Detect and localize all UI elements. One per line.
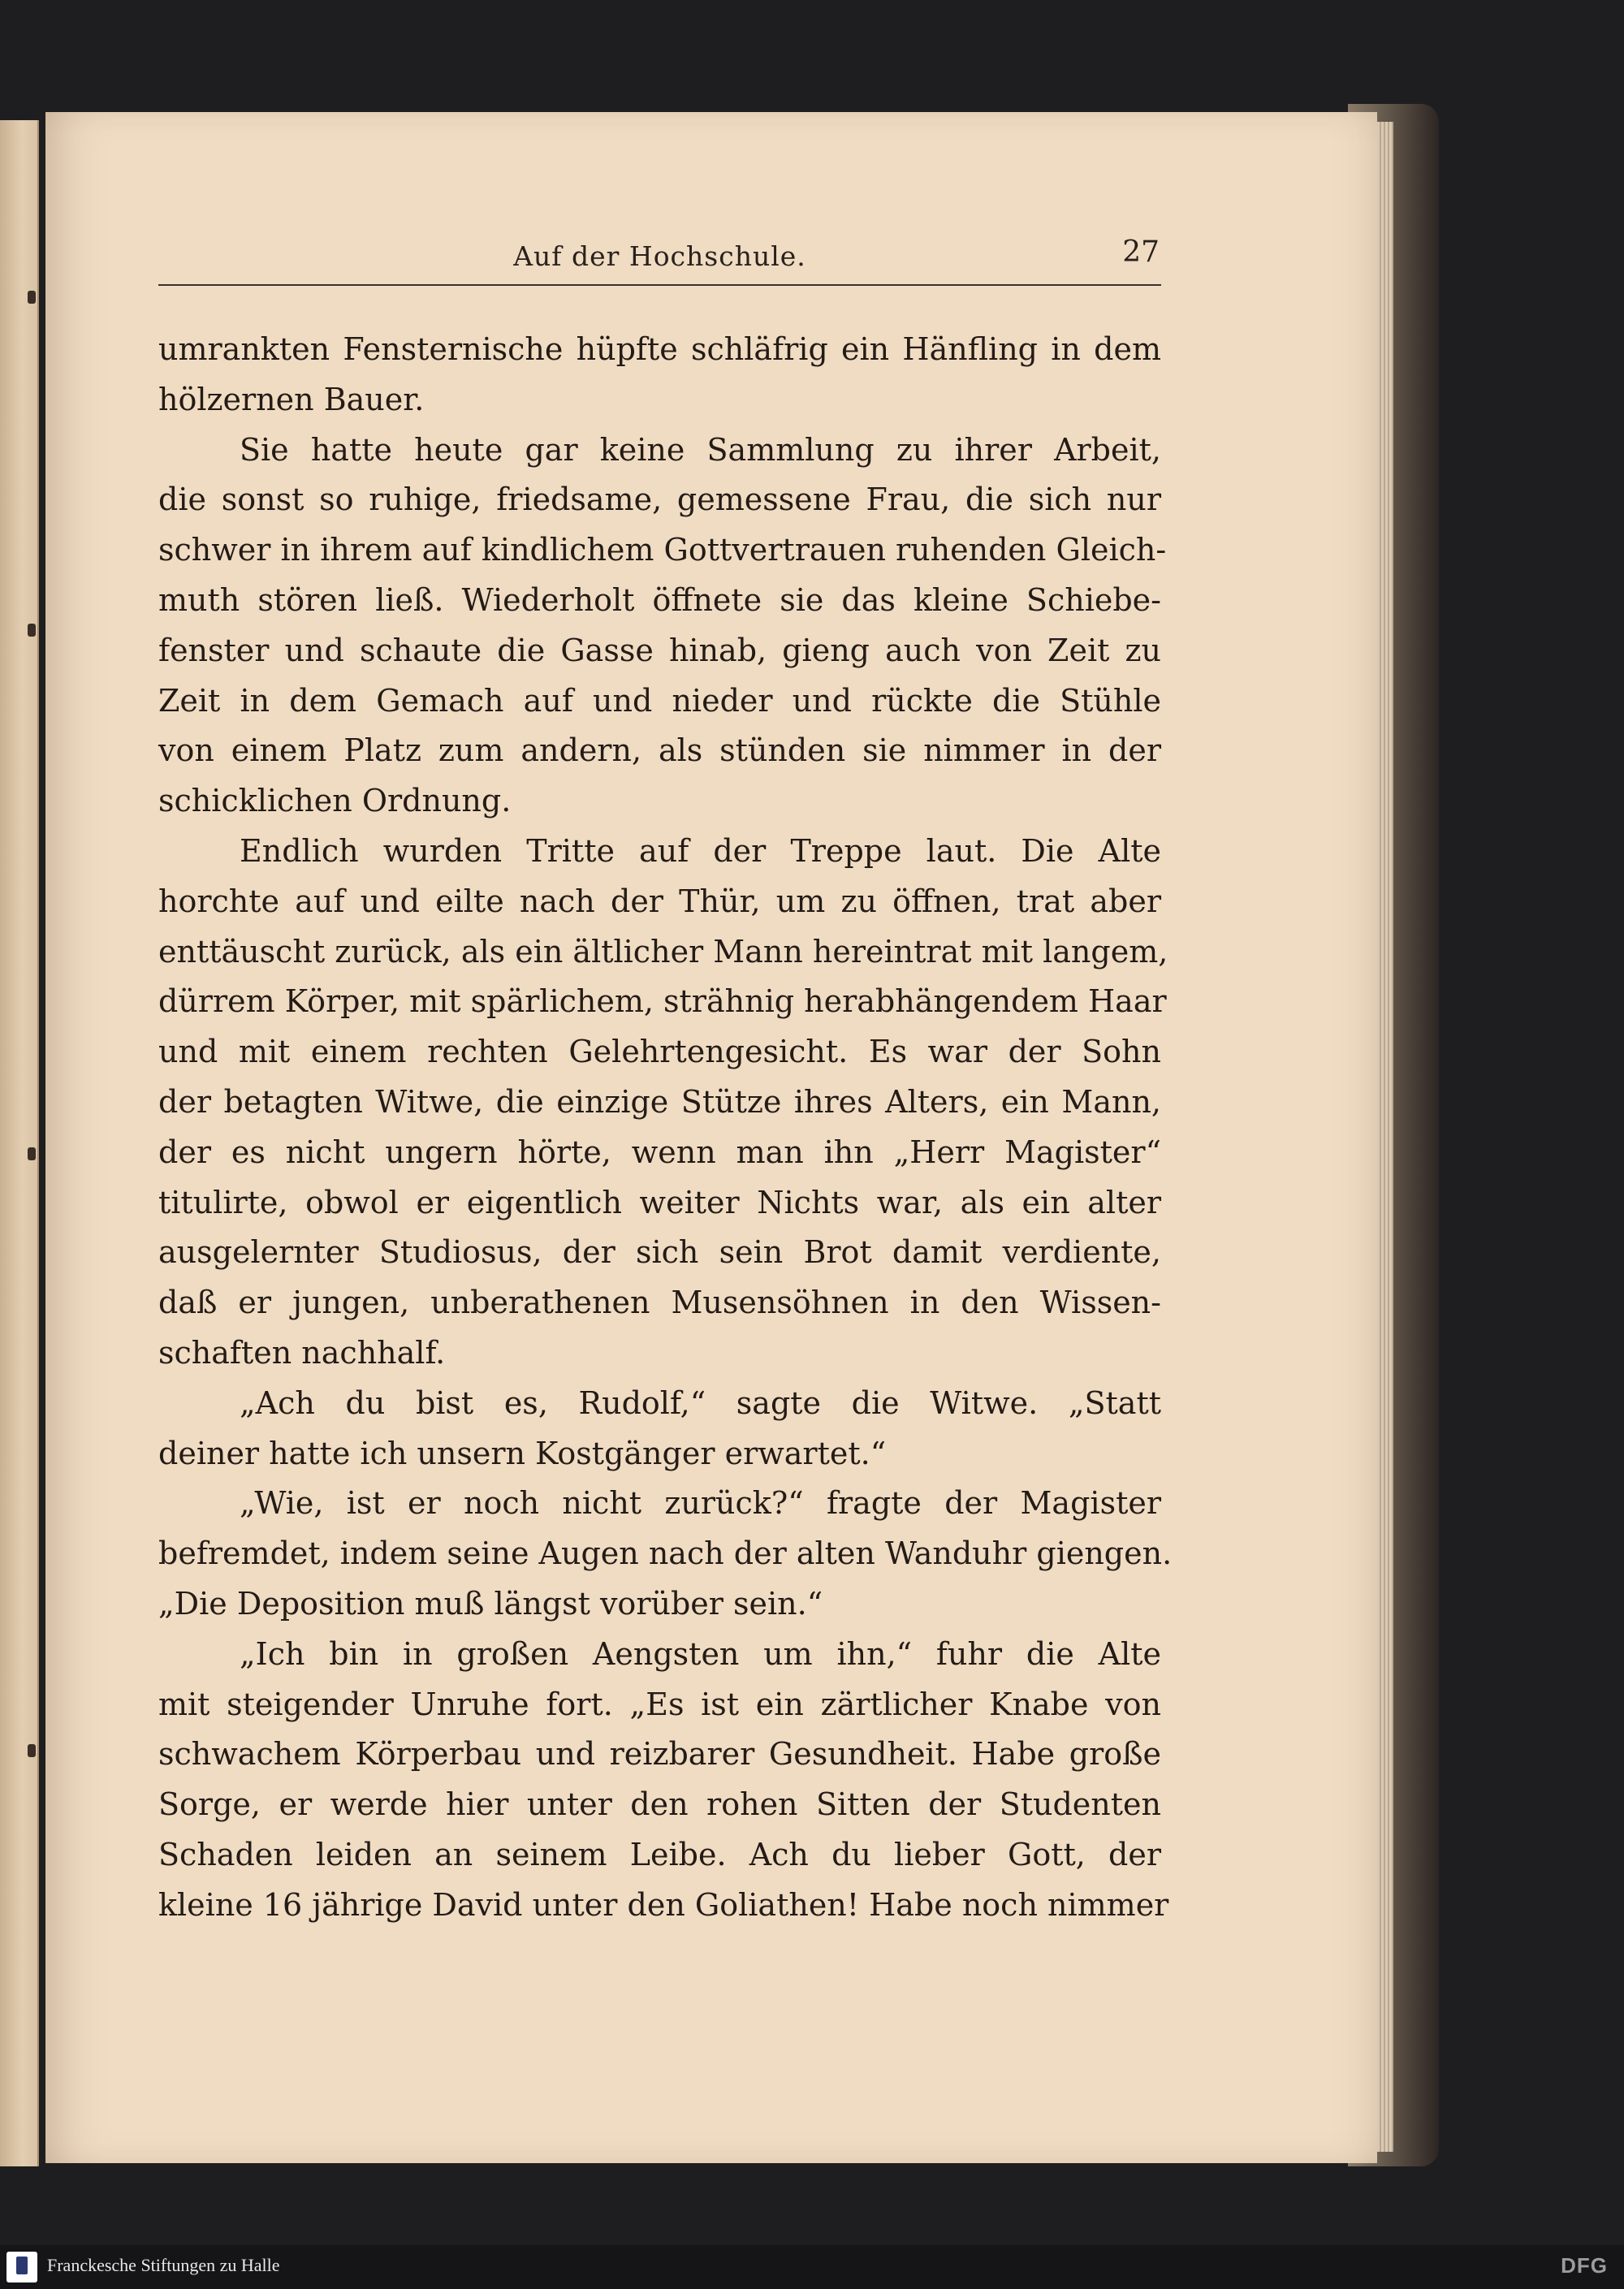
- text-line: umrankten Fensternische hüpfte schläfrig ein Hänfling in dem: [158, 331, 1161, 367]
- text-line: befremdet, indem seine Augen nach der alten Wanduhr giengen.: [158, 1535, 1173, 1572]
- text-line: deiner hatte ich unsern Kostgänger erwartet.“: [158, 1435, 887, 1471]
- text-line: die sonst so ruhige, friedsame, gemessene Frau, die sich nur: [158, 482, 1161, 518]
- text-line: muth stören ließ. Wiederholt öffnete sie das kleine Schiebe-: [158, 581, 1161, 618]
- text-line: „Ich bin in großen Aengsten um ihn,“ fuhr die Alte: [240, 1635, 1161, 1672]
- institution-logo-icon: [6, 2252, 37, 2283]
- text-line: ausgelernter Studiosus, der sich sein Brot damit verdiente,: [158, 1234, 1161, 1271]
- text-line: daß er jungen, unberathenen Musensöhnen in den Wissen-: [158, 1285, 1161, 1321]
- text-line: „Die Deposition muß längst vorüber sein.“: [158, 1585, 823, 1622]
- text-line: schicklichen Ordnung.: [158, 783, 512, 819]
- text-line: hölzernen Bauer.: [158, 381, 425, 417]
- running-head: [158, 235, 1161, 286]
- text-line: Endlich wurden Tritte auf der Treppe laut. Die Alte: [240, 832, 1161, 869]
- text-line: „Ach du bist es, Rudolf,“ sagte die Witwe. „Statt: [240, 1384, 1161, 1421]
- text-line: mit steigender Unruhe fort. „Es ist ein zärtlicher Knabe von: [158, 1686, 1161, 1722]
- text-line: fenster und schaute die Gasse hinab, gieng auch von Zeit zu: [158, 632, 1161, 668]
- facing-page-edge: [0, 120, 39, 2166]
- text-line: horchte auf und eilte nach der Thür, um zu öffnen, trat aber: [158, 883, 1161, 919]
- text-line: Zeit in dem Gemach auf und nieder und rückte die Stühle: [158, 682, 1161, 719]
- text-line: Sorge, er werde hier unter den rohen Sitten der Studenten: [158, 1786, 1161, 1823]
- body-text: [158, 325, 1173, 1931]
- footer-bar: [0, 2245, 1624, 2289]
- text-line: enttäuscht zurück, als ein ältlicher Mann hereintrat mit langem,: [158, 933, 1168, 970]
- text-line: von einem Platz zum andern, als stünden sie nimmer in der: [158, 732, 1161, 769]
- text-line: der betagten Witwe, die einzige Stütze ihres Alters, ein Mann,: [158, 1083, 1161, 1120]
- institution-name: Franckesche Stiftungen zu Halle: [47, 2255, 280, 2275]
- dfg-logo: DFG: [1561, 2253, 1608, 2278]
- text-line: der es nicht ungern hörte, wenn man ihn „Herr Magister“: [158, 1134, 1161, 1170]
- text-line: schwer in ihrem auf kindlichem Gottvertrauen ruhenden Gleich-: [158, 532, 1167, 568]
- text-line: Sie hatte heute gar keine Sammlung zu ihrer Arbeit,: [240, 431, 1161, 468]
- text-line: dürrem Körper, mit spärlichem, strähnig herabhängendem Haar: [158, 983, 1167, 1020]
- binding-hole: [28, 624, 36, 637]
- text-line: titulirte, obwol er eigentlich weiter Nichts war, als ein alter: [158, 1184, 1161, 1220]
- text-line: und mit einem rechten Gelehrtengesicht. Es war der Sohn: [158, 1034, 1161, 1070]
- text-line: kleine 16 jährige David unter den Goliathen! Habe noch nimmer: [158, 1886, 1169, 1923]
- page-number: 27: [1122, 235, 1160, 269]
- binding-hole: [28, 1147, 36, 1160]
- running-head-title: Auf der Hochschule.: [513, 240, 806, 272]
- text-line: „Wie, ist er noch nicht zurück?“ fragte der Magister: [240, 1485, 1161, 1522]
- binding-hole: [28, 291, 36, 304]
- text-line: schaften nachhalf.: [158, 1334, 446, 1371]
- text-line: schwachem Körperbau und reizbarer Gesundheit. Habe große: [158, 1736, 1161, 1773]
- text-line: Schaden leiden an seinem Leibe. Ach du lieber Gott, der: [158, 1836, 1161, 1872]
- binding-hole: [28, 1744, 36, 1757]
